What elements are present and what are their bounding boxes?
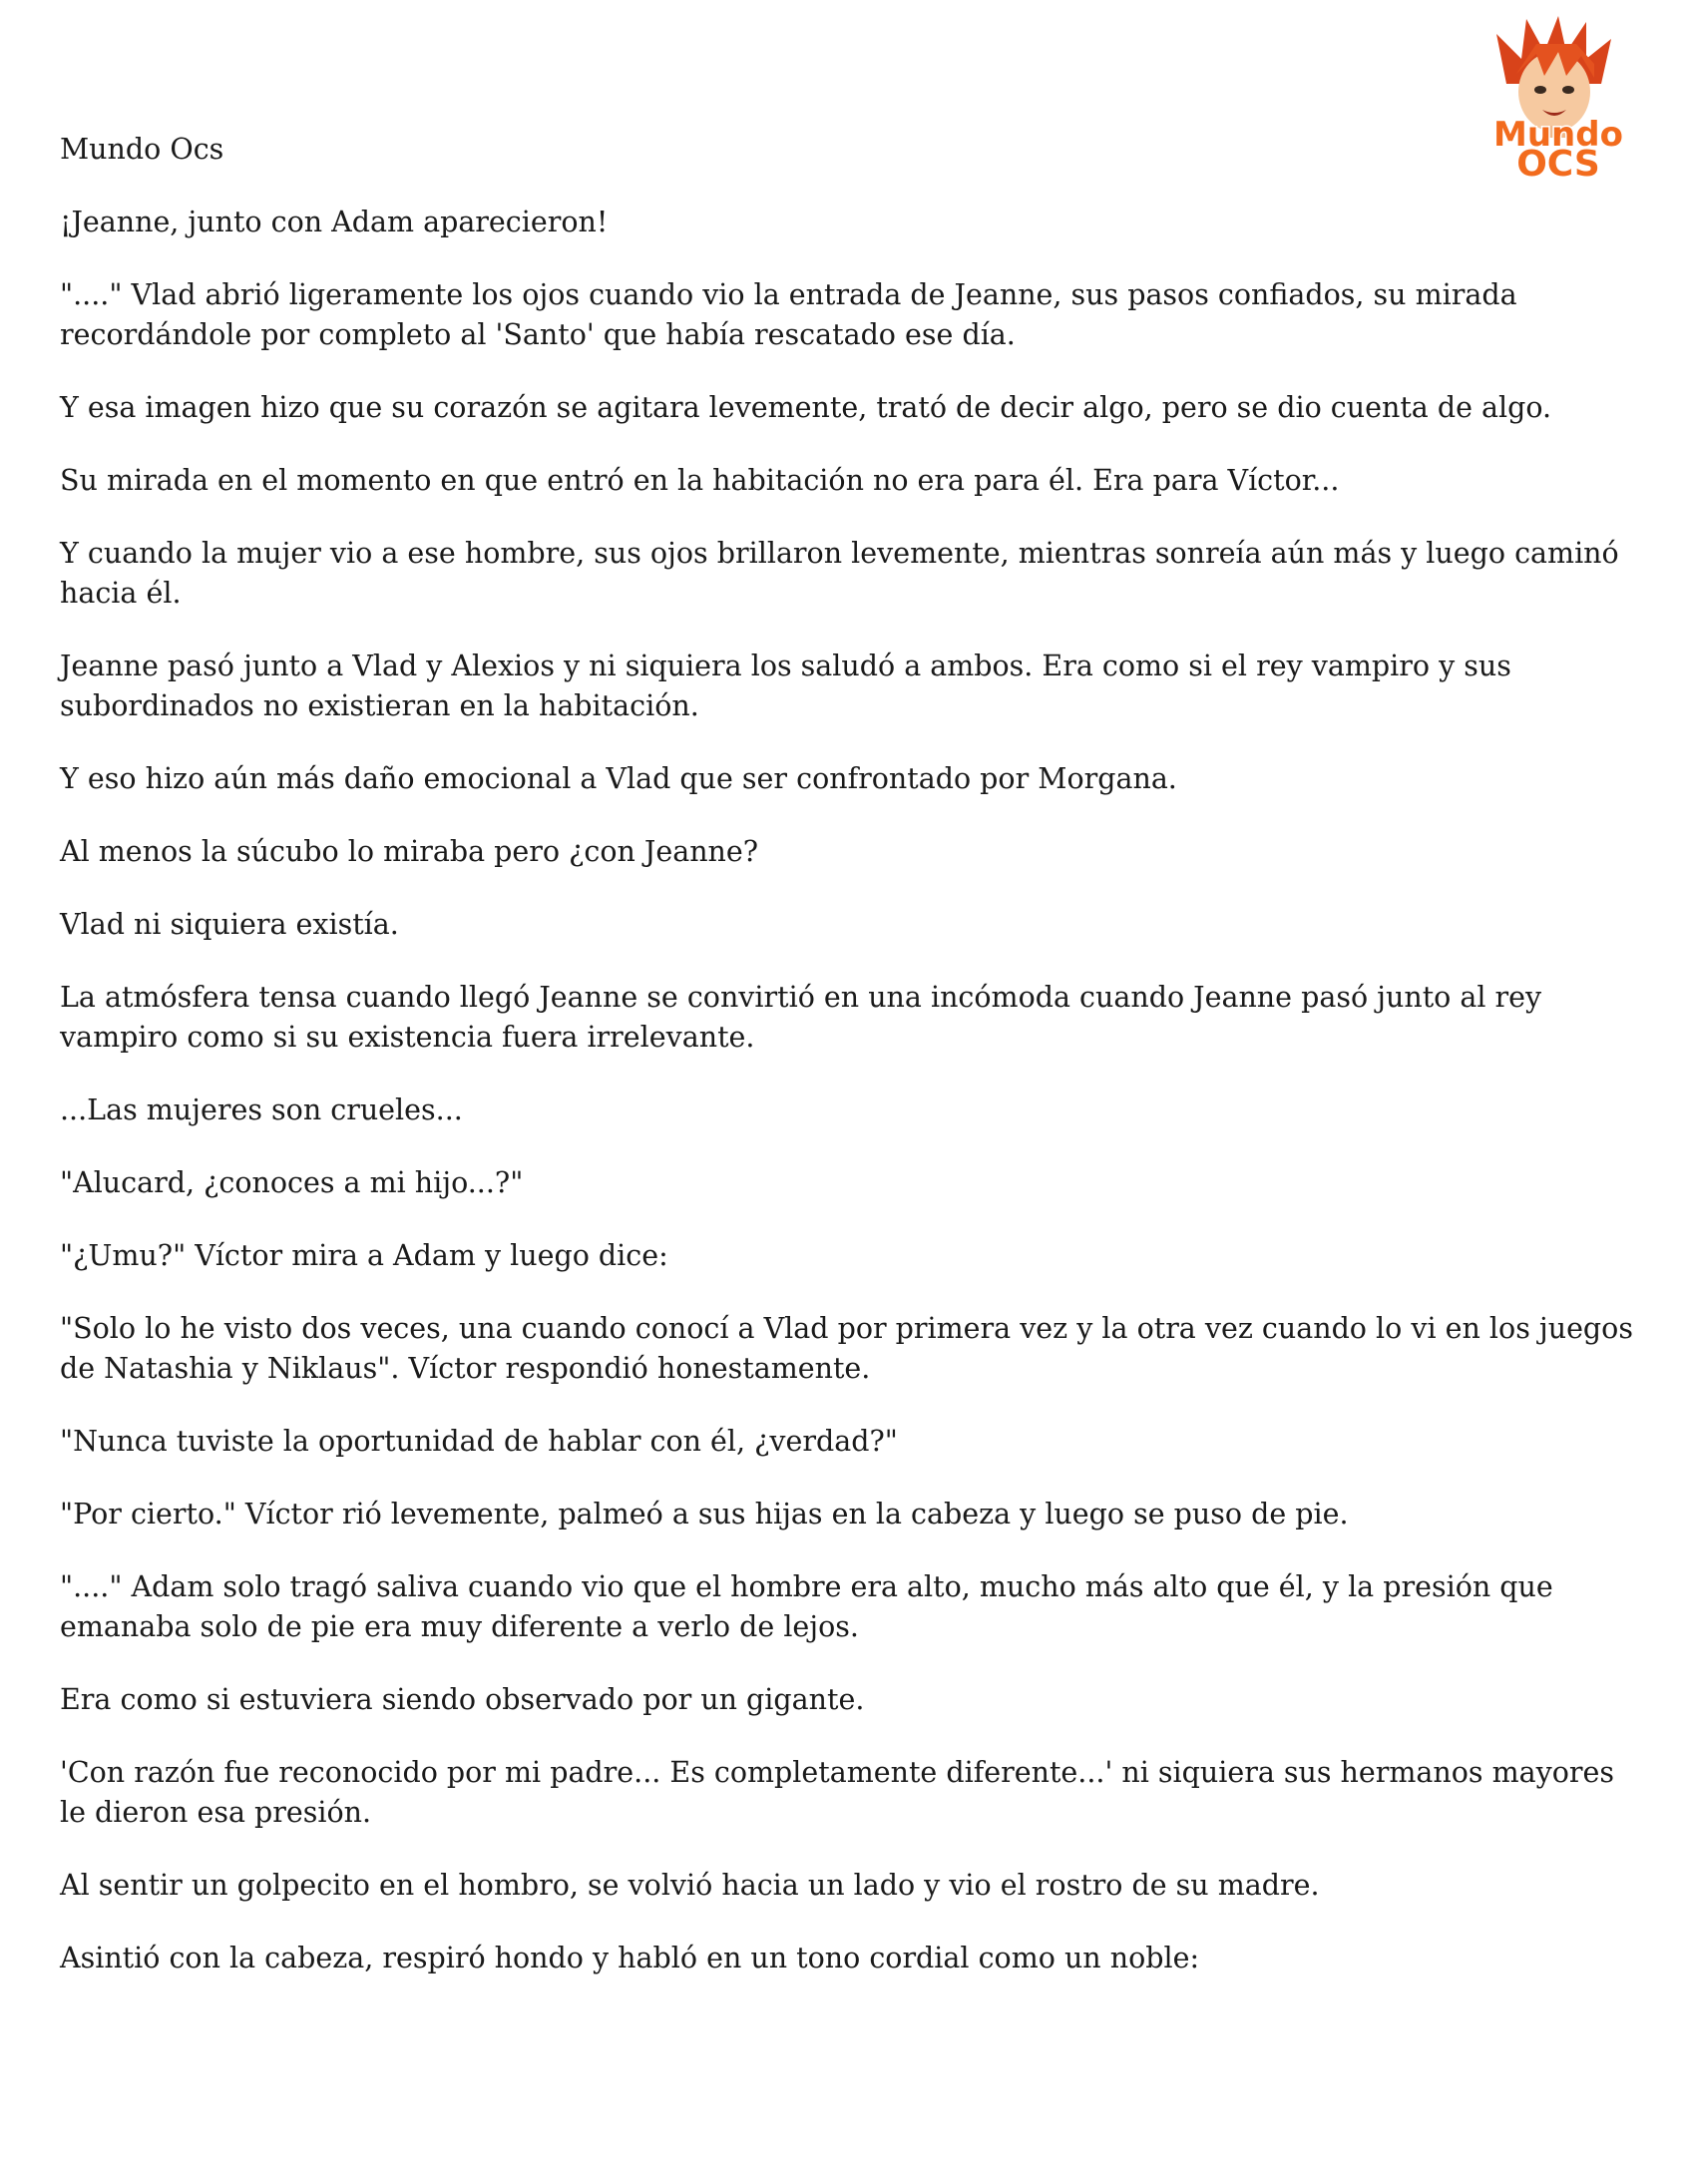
paragraph-21: Asintió con la cabeza, respiró hondo y habló en un tono cordial como un noble:: [60, 1942, 1200, 1974]
paragraph-6: Jeanne pasó junto a Vlad y Alexios y ni siquiera los saludó a ambos. Era como si el rey vampiro y sus subordinados no existieran en la habitación.: [60, 650, 1511, 722]
logo-text-top: Mundo: [1493, 115, 1623, 155]
paragraph-16: "Por cierto." Víctor rió levemente, palmeó a sus hijas en la cabeza y luego se puso de pie.: [60, 1498, 1349, 1530]
paragraph-3: Y esa imagen hizo que su corazón se agitara levemente, trató de decir algo, pero se dio cuenta de algo.: [60, 391, 1552, 424]
paragraph-12: "Alucard, ¿conoces a mi hijo...?": [60, 1166, 524, 1199]
paragraph-17: "...." Adam solo tragó saliva cuando vio que el hombre era alto, mucho más alto que él, y la presión que emanaba solo de pie era muy diferente a verlo de lejos.: [60, 1570, 1553, 1643]
document-body: [60, 130, 1646, 2011]
paragraph-9: Vlad ni siquiera existía.: [60, 908, 399, 941]
paragraph-13: "¿Umu?" Víctor mira a Adam y luego dice:: [60, 1239, 668, 1272]
paragraph-8: Al menos la súcubo lo miraba pero ¿con Jeanne?: [60, 835, 759, 868]
paragraph-7: Y eso hizo aún más daño emocional a Vlad que ser confrontado por Morgana.: [60, 762, 1177, 795]
paragraph-14: "Solo lo he visto dos veces, una cuando conocí a Vlad por primera vez y la otra vez cuando lo vi en los juegos de Natashia y Niklaus". Víctor respondió honestamente.: [60, 1312, 1633, 1385]
logo-text-bottom: OCS: [1516, 144, 1600, 184]
paragraph-10: La atmósfera tensa cuando llegó Jeanne se convirtió en una incómoda cuando Jeanne pasó junto al rey vampiro como si su existencia fuera irrelevante.: [60, 981, 1542, 1054]
paragraph-19: 'Con razón fue reconocido por mi padre... Es completamente diferente...' ni siquiera sus hermanos mayores le dieron esa presión.: [60, 1756, 1614, 1829]
paragraph-1: ¡Jeanne, junto con Adam aparecieron!: [60, 206, 609, 238]
paragraph-20: Al sentir un golpecito en el hombro, se volvió hacia un lado y vio el rostro de su madre.: [60, 1869, 1320, 1902]
paragraph-2: "...." Vlad abrió ligeramente los ojos cuando vio la entrada de Jeanne, sus pasos confiados, su mirada recordándole por completo al 'Santo' que había rescatado ese día.: [60, 278, 1517, 351]
document-header: Mundo Ocs: [60, 133, 224, 166]
paragraph-11: ...Las mujeres son crueles...: [60, 1093, 463, 1126]
paragraph-4: Su mirada en el momento en que entró en la habitación no era para él. Era para Víctor...: [60, 464, 1340, 497]
paragraph-5: Y cuando la mujer vio a ese hombre, sus ojos brillaron levemente, mientras sonreía aún más y luego caminó hacia él.: [60, 537, 1619, 610]
paragraph-15: "Nunca tuviste la oportunidad de hablar con él, ¿verdad?": [60, 1425, 898, 1458]
paragraph-18: Era como si estuviera siendo observado por un gigante.: [60, 1683, 865, 1716]
